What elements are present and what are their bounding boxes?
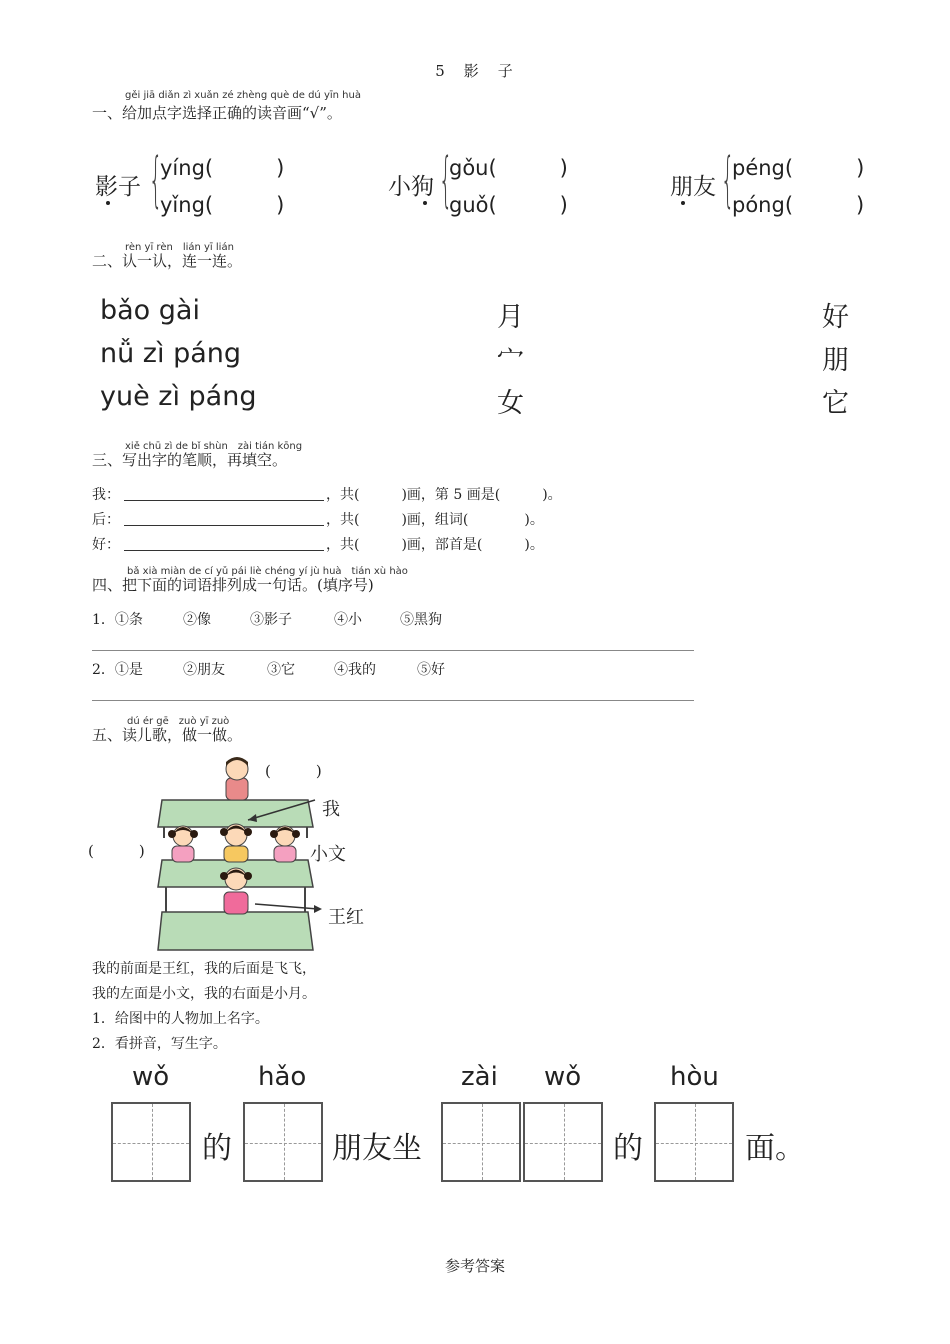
label-me: 我 xyxy=(322,799,340,820)
emphasis-dot xyxy=(106,201,110,205)
s3-pinyin: xiě chū zì de bǐ shùn zài tián kōng xyxy=(125,441,303,452)
s5-heading: 五、读儿歌，做一做。 xyxy=(92,726,243,744)
match-mid-item[interactable]: 女 xyxy=(497,388,524,419)
match-right-item[interactable]: 它 xyxy=(822,388,849,419)
arrow-wanghong xyxy=(255,904,318,909)
s4-q2-item: ④我的 xyxy=(334,662,376,678)
task-line: 2．看拼音，写生字。 xyxy=(92,1036,227,1052)
desk-front xyxy=(158,912,313,950)
brace: { xyxy=(439,145,453,215)
label-wanghong: 王红 xyxy=(328,907,364,928)
s4-q1-item: ⑤黑狗 xyxy=(400,612,442,628)
s4-q2-item: ⑤好 xyxy=(417,662,445,678)
option[interactable]: yǐng( ) xyxy=(160,193,285,217)
name-blank-left[interactable]: ( ) xyxy=(88,842,145,860)
word: 朋友 xyxy=(670,174,716,200)
s4-q2-item: 2．①是 xyxy=(92,662,143,678)
box-pinyin: wǒ xyxy=(544,1062,582,1092)
label-xiaowen: 小文 xyxy=(310,844,346,865)
rhyme-line: 我的左面是小文，我的右面是小月。 xyxy=(92,986,316,1002)
match-left-item[interactable]: bǎo gài xyxy=(100,295,200,326)
box-pinyin: zài xyxy=(461,1062,498,1092)
s4-heading: 四、把下面的词语排列成一句话。(填序号) xyxy=(92,576,374,594)
rhyme-line: 我的前面是王红，我的后面是飞飞， xyxy=(92,961,316,977)
brace: { xyxy=(721,145,735,215)
child-middle xyxy=(220,824,252,862)
match-mid-item[interactable]: 月 xyxy=(497,302,524,333)
page-title: 5 影 子 xyxy=(435,62,515,80)
s3-row-text: ，共( )画，组词( )。 xyxy=(326,512,544,528)
emphasis-dot xyxy=(423,201,427,205)
s4-q1-item: ④小 xyxy=(334,612,362,628)
s4-q1-item: 1．①条 xyxy=(92,612,143,628)
s3-row-label: 后： xyxy=(92,512,120,528)
sentence-text: 的 xyxy=(202,1131,232,1166)
sentence-text: 面。 xyxy=(745,1131,805,1166)
sentence-text: 的 xyxy=(613,1131,643,1166)
word: 影子 xyxy=(95,174,141,200)
s4-q1-item: ③影子 xyxy=(250,612,292,628)
task-line: 1．给图中的人物加上名字。 xyxy=(92,1011,269,1027)
writing-box[interactable] xyxy=(111,1102,191,1182)
name-blank-top[interactable]: ( ) xyxy=(265,762,322,780)
match-right-item[interactable]: 好 xyxy=(822,302,849,333)
child-front xyxy=(220,868,252,914)
box-pinyin: hǎo xyxy=(258,1062,307,1092)
writing-box[interactable] xyxy=(441,1102,521,1182)
word: 小狗 xyxy=(388,174,434,200)
writing-box[interactable] xyxy=(523,1102,603,1182)
emphasis-dot xyxy=(681,201,685,205)
option[interactable]: péng( ) xyxy=(732,156,865,180)
s4-pinyin: bǎ xià miàn de cí yǔ pái liè chéng yí jù huà tián xù hào xyxy=(127,566,408,577)
box-pinyin: wǒ xyxy=(132,1062,170,1092)
s1-heading: 一、给加点字选择正确的读音画“√”。 xyxy=(92,104,342,122)
s3-row-text: ，共( )画，第 5 画是( )。 xyxy=(326,487,562,503)
s3-row-label: 好： xyxy=(92,537,120,553)
option[interactable]: guǒ( ) xyxy=(449,193,568,217)
s2-heading: 二、认一认，连一连。 xyxy=(92,252,243,270)
s2-pinyin: rèn yī rèn lián yī lián xyxy=(125,242,234,253)
footer-answer-key[interactable]: 参考答案 xyxy=(444,1257,505,1275)
match-mid-item[interactable]: 宀 xyxy=(497,345,524,376)
s1-pinyin: gěi jiā diǎn zì xuǎn zé zhèng què de dú yīn huà xyxy=(125,90,361,101)
match-right-item[interactable]: 朋 xyxy=(822,345,849,376)
s5-pinyin: dú ér gē zuò yī zuò xyxy=(127,716,230,727)
s4-q1-item: ②像 xyxy=(183,612,211,628)
s4-q2-item: ②朋友 xyxy=(183,662,225,678)
s4-q2-item: ③它 xyxy=(267,662,295,678)
match-left-item[interactable]: nǚ zì páng xyxy=(100,338,241,369)
child-left xyxy=(168,826,198,862)
s3-heading: 三、写出字的笔顺，再填空。 xyxy=(92,451,288,469)
option[interactable]: gǒu( ) xyxy=(449,156,568,180)
s3-row-text: ，共( )画，部首是( )。 xyxy=(326,537,544,553)
match-left-item[interactable]: yuè zì páng xyxy=(100,381,257,412)
child-right xyxy=(270,826,300,862)
box-pinyin: hòu xyxy=(670,1062,719,1092)
s3-row-label: 我： xyxy=(92,487,120,503)
stroke-order-blank[interactable] xyxy=(124,508,324,526)
answer-line[interactable] xyxy=(92,700,694,701)
writing-box[interactable] xyxy=(243,1102,323,1182)
option[interactable]: póng( ) xyxy=(732,193,865,217)
stroke-order-blank[interactable] xyxy=(124,483,324,501)
sentence-text: 朋友坐 xyxy=(332,1131,422,1166)
writing-box[interactable] xyxy=(654,1102,734,1182)
brace: { xyxy=(149,145,163,215)
child-back xyxy=(226,757,248,800)
stroke-order-blank[interactable] xyxy=(124,533,324,551)
desk-back xyxy=(158,800,313,827)
option[interactable]: yíng( ) xyxy=(160,156,285,180)
answer-line[interactable] xyxy=(92,650,694,651)
